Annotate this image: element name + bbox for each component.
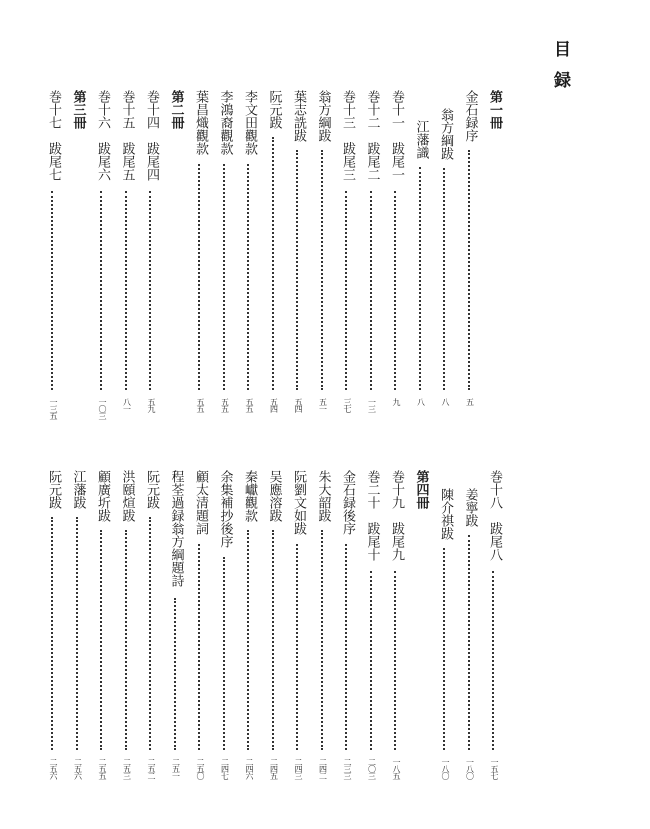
page-number: 八 [416,398,426,405]
entry-title: 葉志詵跋 [291,90,306,142]
entry-title: 金石録序 [462,90,478,142]
leader-dots [149,191,151,391]
page-number: 一三 [367,398,377,412]
page-title: 目録 [550,40,570,102]
entry-title: 顧廣圻跋 [95,470,110,522]
entry-title: 江藩識 [413,120,429,159]
leader-dots [51,191,53,391]
page-number: 一八〇 [441,758,450,779]
toc-entry[interactable] [264,90,284,430]
entry-title: 姜寧跋 [462,488,478,527]
leader-dots [223,557,225,750]
page-number: 五五 [245,398,254,412]
leader-dots [370,571,372,751]
entry-title: 翁方綱跋 [438,108,453,160]
leader-dots [100,191,102,391]
toc-entry[interactable] [68,470,88,790]
leader-dots [394,571,396,751]
volume-label: 第四冊 [413,470,429,509]
toc-entry[interactable] [313,470,333,790]
toc-entry[interactable] [460,90,480,430]
leader-dots [394,191,396,391]
page-number: 五五 [220,398,230,412]
entry-title: 巻十二 跋尾二 [364,90,380,181]
leader-dots [321,150,323,390]
toc-entry[interactable] [190,470,210,790]
toc-entry[interactable] [435,90,455,430]
page-number: 二五二 [147,758,156,779]
entry-title: 余集補抄後序 [217,470,233,548]
entry-title: 阮元跋 [46,470,61,509]
leader-dots [247,530,249,750]
entry-title: 巻十一 跋尾一 [389,90,404,181]
volume-label: 第二冊 [168,90,184,129]
page-number: 二五三 [122,758,132,779]
toc-bottom-block [0,470,650,790]
toc-entry[interactable] [264,470,284,790]
entry-title: 朱大韶跋 [315,470,331,522]
leader-dots [370,191,372,391]
toc-entry[interactable] [313,90,333,430]
toc-entry[interactable] [92,90,112,430]
page-number: 二四三 [294,758,303,779]
toc-entry[interactable] [117,470,137,790]
page-number: 五四 [294,398,303,412]
toc-entry[interactable] [362,470,382,790]
toc-entry[interactable] [386,90,406,430]
toc-entry[interactable] [92,470,112,790]
page-number: 九 [392,398,401,405]
page-number: 二四五 [269,758,279,779]
toc-entry[interactable] [484,470,504,790]
entry-title: 巻十五 跋尾五 [119,90,135,181]
entry-title: 巻十六 跋尾六 [95,90,110,181]
entry-title: 李文田觀款 [242,90,257,155]
leader-dots [223,164,225,391]
leader-dots [125,530,127,750]
page-number: 五五 [196,398,205,412]
entry-title: 李鴻裔觀款 [217,90,233,155]
page-number: 二四二 [318,758,328,779]
leader-dots [345,191,347,391]
toc-entry[interactable] [435,470,455,790]
entry-title: 巻十四 跋尾四 [144,90,159,181]
entry-title: 巻十七 跋尾七 [46,90,61,181]
page-number: 二五六 [49,758,58,779]
page-number: 五一 [318,398,328,412]
page-number: 五 [465,398,475,405]
entry-title: 洪頤煊跋 [119,470,135,522]
toc-entry[interactable] [166,470,186,790]
leader-dots [174,598,176,751]
page-number: 二〇三 [367,758,377,779]
leader-dots [443,168,445,390]
toc-entry[interactable] [337,470,357,790]
entry-title: 吴應溶跋 [266,470,282,522]
page-number: 八 [441,398,450,405]
toc-entry[interactable] [460,470,480,790]
page-number: 一三五 [49,398,58,419]
toc-entry[interactable] [239,470,259,790]
leader-dots [321,530,323,750]
entry-title: 金石録後序 [340,470,355,535]
volume-label: 第一冊 [487,90,502,129]
toc-entry[interactable] [141,90,161,430]
entry-title: 阮劉文如跋 [291,470,306,535]
leader-dots [296,150,298,390]
entry-title: 秦巘觀款 [242,470,257,522]
page-number: 一八〇 [465,758,475,779]
leader-dots [125,191,127,391]
leader-dots [468,150,470,390]
leader-dots [198,544,200,751]
leader-dots [76,517,78,751]
page-number: 二四六 [245,758,254,779]
toc-entry[interactable] [215,470,235,790]
leader-dots [247,164,249,391]
leader-dots [100,530,102,750]
leader-dots [345,544,347,751]
toc-entry[interactable] [337,90,357,430]
leader-dots [198,164,200,391]
page-number: 五四 [269,398,279,412]
leader-dots [149,517,151,751]
leader-dots [51,517,53,751]
page-number: 一八五 [392,758,401,779]
page-number: 一〇三 [98,398,107,419]
page-number: 二四七 [220,758,230,779]
volume-heading [411,470,431,790]
volume-heading [68,90,88,430]
leader-dots [443,548,445,750]
toc-entry[interactable] [288,90,308,430]
leader-dots [492,571,494,751]
page-number: 二五〇 [196,758,205,779]
leader-dots [468,535,470,751]
toc-entry[interactable] [117,90,137,430]
volume-label: 第三冊 [70,90,86,129]
page-number: 一五七 [490,758,499,779]
toc-entry[interactable] [43,470,63,790]
toc-entry[interactable] [141,470,161,790]
toc-entry[interactable] [411,90,431,430]
entry-title: 巻二十 跋尾十 [364,470,380,561]
leader-dots [272,530,274,750]
toc-entry[interactable] [288,470,308,790]
toc-entry[interactable] [386,470,406,790]
page-number: 二三三 [343,758,352,779]
page-number: 八一 [122,398,132,412]
entry-title: 阮元跋 [266,90,282,129]
toc-entry[interactable] [190,90,210,430]
entry-title: 程荃過録翁方綱題詩 [168,470,184,587]
entry-title: 陳介祺跋 [438,488,453,540]
entry-title: 顧太清題詞 [193,470,208,535]
leader-dots [419,167,421,391]
page-number: 二五六 [73,758,83,779]
page-number: 二五一 [171,758,181,779]
entry-title: 翁方綱跋 [315,90,331,142]
page-number: 五九 [147,398,156,412]
entry-title: 巻十九 跋尾九 [389,470,404,561]
entry-title: 江藩跋 [70,470,86,509]
toc-entry[interactable] [239,90,259,430]
entry-title: 巻十八 跋尾八 [487,470,502,561]
page-number: 二五五 [98,758,107,779]
toc-entry[interactable] [362,90,382,430]
toc-entry[interactable] [43,90,63,430]
toc-top-block [0,90,650,430]
volume-heading [484,90,504,430]
leader-dots [296,544,298,751]
volume-heading [166,90,186,430]
entry-title: 葉昌熾觀款 [193,90,208,155]
page-number: 三七 [343,398,352,412]
entry-title: 阮元跋 [144,470,159,509]
entry-title: 巻十三 跋尾三 [340,90,355,181]
leader-dots [272,137,274,391]
toc-entry[interactable] [215,90,235,430]
